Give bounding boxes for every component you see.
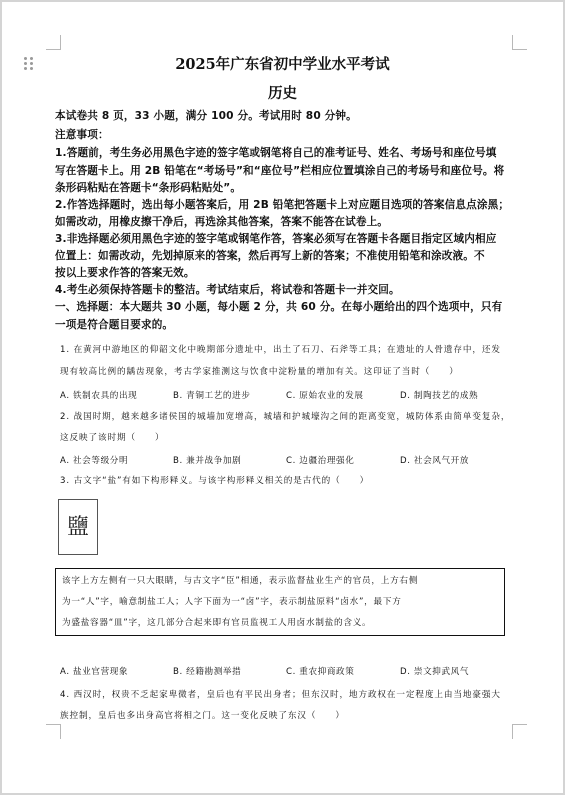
question-2-option-c: C. 边疆治理强化	[286, 456, 355, 466]
note-line: 写在答题卡上。用 2B 铅笔在“考场号”和“座位号”栏相应位置填涂自己的考场号和座位号。将	[55, 165, 505, 177]
question-1-option-d: D. 制陶技艺的成熟	[400, 391, 479, 401]
question-2-option-a: A. 社会等级分明	[60, 456, 129, 466]
section-heading: 一、选择题：本大题共 30 小题，每小题 2 分，共 60 分。在每小题给出的四个选项中，只有	[55, 301, 503, 313]
note-line: 按以上要求作答的答案无效。	[55, 267, 195, 279]
question-1-text: 1. 在黄河中游地区的仰韶文化中晚期部分遗址中，出土了石刀、石斧等工具；在遗址的人骨遗存中，还发	[60, 345, 501, 355]
question-3-option-b: B. 经籍勘测举措	[173, 667, 242, 677]
ancient-salt-character-image	[58, 499, 98, 555]
note-line: 2.作答选择题时，选出每小题答案后，用 2B 铅笔把答题卡上对应题目选项的答案信息点涂黑；	[55, 199, 510, 211]
question-2-text: 这反映了该时期（ ）	[60, 433, 165, 443]
ancient-glyph-drawing	[59, 500, 97, 554]
document-page	[2, 2, 563, 793]
section-heading: 一项是符合题目要求的。	[55, 319, 174, 331]
question-3-option-c: C. 重农抑商政策	[286, 667, 355, 677]
question-3-option-a: A. 盐业官营现象	[60, 667, 129, 677]
exam-title: 2025年广东省初中学业水平考试	[175, 56, 390, 73]
question-2-option-d: D. 社会风气开放	[400, 456, 470, 466]
note-line: 4.考生必须保持答题卡的整洁。考试结束后，将试卷和答题卡一并交回。	[55, 284, 400, 296]
glyph-explanation-line: 该字上方左侧有一只大眼睛，与古文字“臣”相通，表示监督盐业生产的官员，上方右侧	[62, 576, 419, 586]
crop-mark-bottom-right	[512, 724, 527, 739]
note-line: 1.答题前，考生务必用黑色字迹的签字笔或钢笔将自己的准考证号、姓名、考场号和座位号填	[55, 147, 497, 159]
notes-heading: 注意事项：	[55, 129, 109, 141]
question-1-option-c: C. 原始农业的发展	[286, 391, 364, 401]
exam-info: 本试卷共 8 页，33 小题，满分 100 分。考试用时 80 分钟。	[55, 110, 357, 122]
crop-mark-top-left	[46, 35, 61, 50]
subject-title: 历史	[268, 85, 297, 102]
crop-mark-bottom-left	[46, 724, 61, 739]
note-line: 条形码粘贴在答题卡“条形码粘贴处”。	[55, 182, 242, 194]
question-2-option-b: B. 兼并战争加剧	[173, 456, 242, 466]
question-1-option-a: A. 铁制农具的出现	[60, 391, 138, 401]
glyph-explanation-line: 为一“人”字，喻意制盐工人；人字下面为一“卤”字，表示制盐原料“卤水”，最下方	[62, 597, 402, 607]
question-3-text: 3. 古文字“盐”有如下构形释义。与该字构形释义相关的是古代的（ ）	[60, 476, 370, 486]
question-4-text: 4. 西汉时，权贵不乏起家卑微者，皇后也有平民出身者；但东汉时，地方政权在一定程度上由当地豪强大	[60, 690, 501, 700]
question-1-text: 现有较高比例的龋齿现象，考古学家推测这与饮食中淀粉量的增加有关。这印证了当时（ ）	[60, 367, 459, 377]
question-2-text: 2. 战国时期，越来越多诸侯国的城墙加宽增高，城墙和护城壕沟之间的距离变宽，城防体系由简单变复杂，	[60, 412, 511, 422]
crop-mark-top-right	[512, 35, 527, 50]
note-line: 如需改动，用橡皮擦干净后，再选涂其他答案，答案不能答在试卷上。	[55, 216, 389, 228]
question-4-text: 族控制，皇后也多出身高官将相之门。这一变化反映了东汉（ ）	[60, 711, 345, 721]
ancient-glyph: 鹽	[66, 515, 90, 540]
note-line: 位置上：如需改动，先划掉原来的答案，然后再写上新的答案；不准使用铅笔和涂改液。不	[55, 250, 485, 262]
glyph-explanation-line: 为盛盐容器“皿”字，这几部分合起来即有官员监视工人用卤水制盐的含义。	[62, 618, 372, 628]
note-line: 3.非选择题必须用黑色字迹的签字笔或钢笔作答，答案必须写在答题卡各题目指定区域内相应	[55, 233, 497, 245]
question-1-option-b: B. 青铜工艺的进步	[173, 391, 251, 401]
question-3-option-d: D. 崇文抑武风气	[400, 667, 470, 677]
